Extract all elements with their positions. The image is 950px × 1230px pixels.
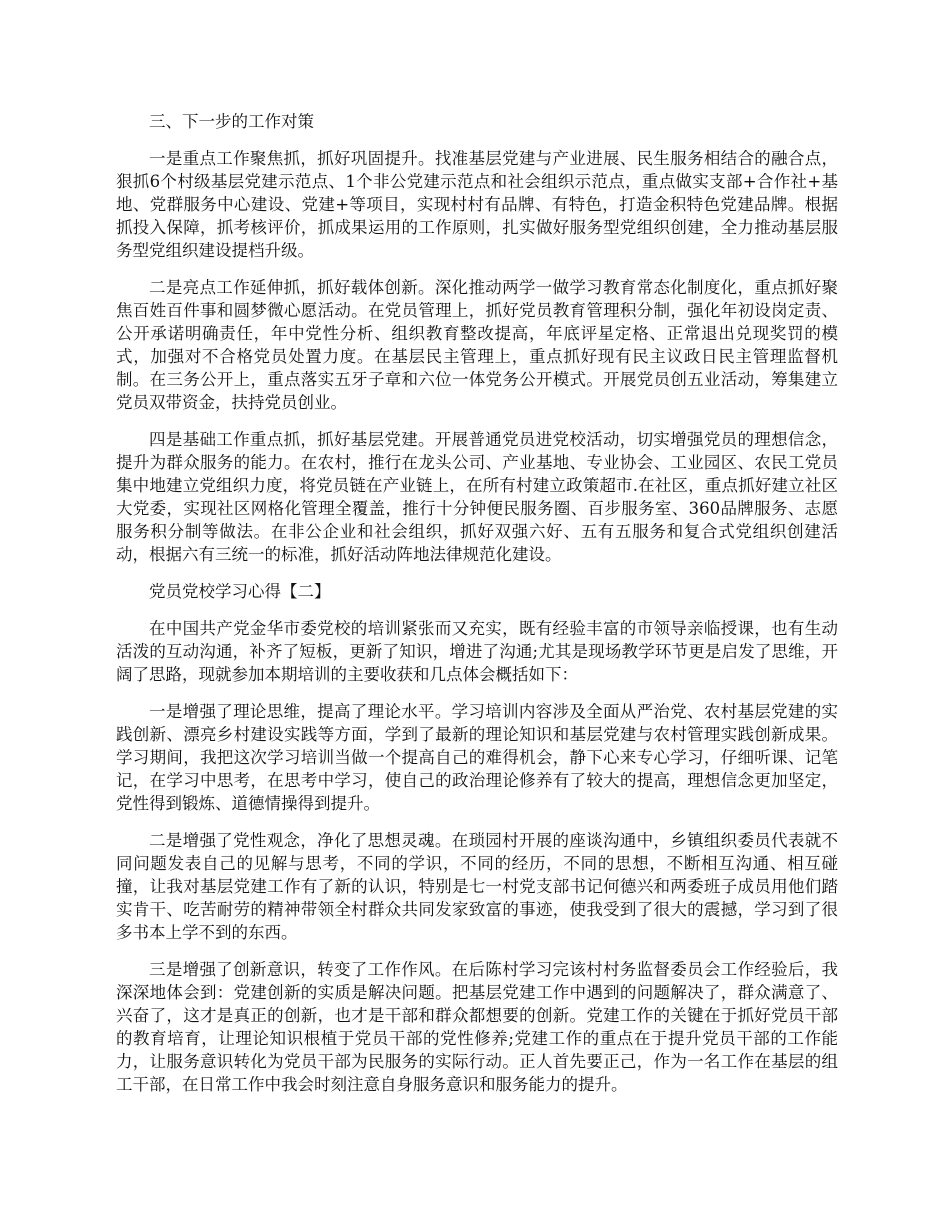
paragraph-theory: 一是增强了理论思维，提高了理论水平。学习培训内容涉及全面从严治党、农村基层党建的实践创新、漂亮乡村建设实践等方面，学到了最新的理论知识和基层党建与农村管理实践创新成果。学习期间，我把这次学习培训当做一个提高自己的难得机会，静下心来专心学习，仔细听课、记笔记，在学习中思考，在思考中学习，使自己的政治理论修养有了较大的提高，理想信念更加坚定，党性得到锻炼、道德情操得到提升。 xyxy=(116,702,838,813)
paragraph-basic-work: 四是基础工作重点抓，抓好基层党建。开展普通党员进党校活动，切实增强党员的理想信念，提升为群众服务的能力。在农村，推行在龙头公司、产业基地、专业协会、工业园区、农民工党员集中地建立党组织力度，将党员链在产业链上，在所有村建立政策超市.在社区，重点抓好建立社区大党委，实现社区网格化管理全覆盖，推行十分钟便民服务圈、百步服务室、360品牌服务、志愿服务积分制等做法。在非公企业和社会组织，抓好双强六好、五有五服务和复合式党组织创建活动，根据六有三统一的标准，抓好活动阵地法律规范化建设。 xyxy=(116,430,838,564)
paragraph-highlight-work: 二是亮点工作延伸抓，抓好载体创新。深化推动两学一做学习教育常态化制度化，重点抓好聚焦百姓百件事和圆梦微心愿活动。在党员管理上，抓好党员教育管理积分制，强化年初设岗定责、公开承诺明确责任，年中党性分析、组织教育整改提高，年底评星定格、正常退出兑现奖罚的模式，加强对不合格党员处置力度。在基层民主管理上，重点抓好现有民主议政日民主管理监督机制。在三务公开上，重点落实五牙子章和六位一体党务公开模式。开展党员创五业活动，筹集建立党员双带资金，扶持党员创业。 xyxy=(116,278,838,412)
paragraph-party-spirit: 二是增强了党性观念，净化了思想灵魂。在琐园村开展的座谈沟通中，乡镇组织委员代表就不同问题发表自己的见解与思考，不同的学识，不同的经历，不同的思想，不断相互沟通、相互碰撞，让我对基层党建工作有了新的认识，特别是七一村党支部书记何德兴和两委班子成员用他们踏实肯干、吃苦耐劳的精神带领全村群众共同发家致富的事迹，使我受到了很大的震撼，学习到了很多书本上学不到的东西。 xyxy=(116,831,838,942)
paragraph-key-work: 一是重点工作聚焦抓，抓好巩固提升。找准基层党建与产业进展、民生服务相结合的融合点，狠抓6个村级基层党建示范点、1个非公党建示范点和社会组织示范点，重点做实支部+合作社+基地、党群服务中心建设、党建+等项目，实现村村有品牌、有特色，打造金积特色党建品牌。根据抓投入保障，抓考核评价，抓成果运用的工作原则，扎实做好服务型党组织创建，全力推动基层服务型党组织建设提档升级。 xyxy=(116,149,838,260)
paragraph-innovation: 三是增强了创新意识，转变了工作作风。在后陈村学习完该村村务监督委员会工作经验后，我深深地体会到：党建创新的实质是解决问题。把基层党建工作中遇到的问题解决了，群众满意了、兴奋了，这才是真正的创新，也才是干部和群众都想要的创新。党建工作的关键在于抓好党员干部的教育培育，让理论知识根植于党员干部的党性修养;党建工作的重点在于提升党员干部的工作能力，让服务意识转化为党员干部为民服务的实际行动。正人首先要正己，作为一名工作在基层的组工干部，在日常工作中我会时刻注意自身服务意识和服务能力的提升。 xyxy=(116,960,838,1094)
section-heading-next-steps: 三、下一步的工作对策 xyxy=(149,112,314,131)
paragraph-training-intro: 在中国共产党金华市委党校的培训紧张而又充实，既有经验丰富的市领导亲临授课，也有生动活泼的互动沟通，补齐了短板，更新了知识，增进了沟通;尤其是现场教学环节更是启发了思维，开阔了思路，现就参加本期培训的主要收获和几点体会概括如下： xyxy=(116,619,838,684)
document-page xyxy=(116,110,838,1110)
section-heading-part-two: 党员党校学习心得【二】 xyxy=(149,582,331,601)
